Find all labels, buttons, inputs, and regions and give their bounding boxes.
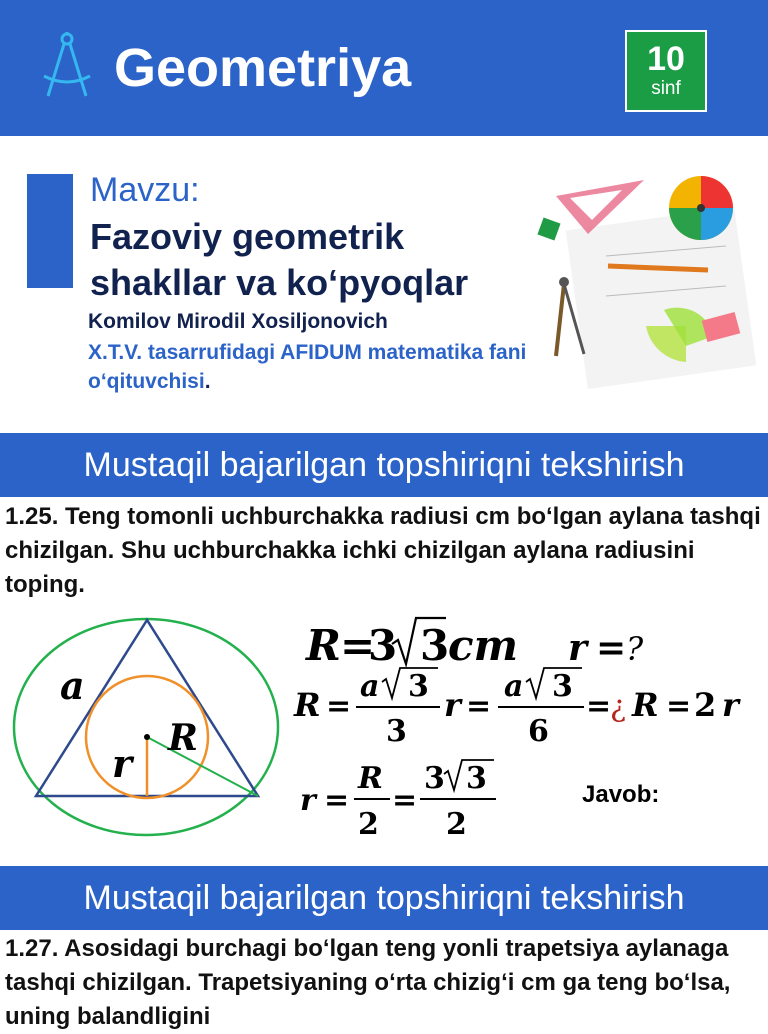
f1-two: 2 xyxy=(694,686,717,724)
f1-num-a: a xyxy=(360,669,380,704)
author-organization xyxy=(88,338,528,396)
f2b-den: 2 xyxy=(446,807,467,842)
given-line xyxy=(305,618,644,670)
f1b-num-rad: 3 xyxy=(552,669,573,704)
topic-title: Fazoviy geometrik shakllar va ko‘pyoqlar xyxy=(90,216,469,303)
geometry-tools-illustration xyxy=(536,176,756,390)
formula-line-1 xyxy=(293,668,741,749)
find-r: r xyxy=(568,627,587,669)
grade-label: sinf xyxy=(651,78,681,99)
find-eq: = xyxy=(596,627,627,669)
author-name: Komilov Mirodil Xosiljonovich xyxy=(88,310,388,333)
formula-line-2 xyxy=(300,760,659,842)
given-coef: 3 xyxy=(368,621,398,670)
f1-num-rad: 3 xyxy=(408,669,429,704)
section-banner-1: Mustaqil bajarilgan topshiriqni tekshirish xyxy=(0,433,768,497)
f1-eq2: = xyxy=(466,689,492,724)
f2-eq: = xyxy=(324,783,350,818)
dice-image xyxy=(537,217,560,240)
f1-den: 3 xyxy=(386,714,407,749)
answer-label: Javob: xyxy=(582,781,660,808)
given-rad: 3 xyxy=(420,621,450,670)
circumradius-segment xyxy=(147,737,258,796)
grade-number: 10 xyxy=(647,40,685,78)
solution-formulas xyxy=(286,606,768,856)
radius-label-R: R xyxy=(168,717,198,759)
side-label-a: a xyxy=(60,663,85,708)
compass-icon xyxy=(40,30,94,102)
topic-accent-bar xyxy=(27,174,73,288)
triangle-circles-figure xyxy=(10,612,282,842)
given-eq: = xyxy=(340,621,376,670)
author-org-period: . xyxy=(204,370,211,393)
f1-eq3: = xyxy=(586,689,612,724)
f1-symbol: ¿ xyxy=(610,689,627,724)
f1-R2: R xyxy=(632,686,659,724)
given-R: R xyxy=(306,621,341,670)
problem-1-text: 1.25. Teng tomonli uchburchakka radiusi cm bo‘lgan aylana tashqi chizilgan. Shu uchburchakka ichki chizilgan aylana radiusini toping. xyxy=(5,503,761,598)
f1-R: R xyxy=(294,686,321,724)
f1b-den: 6 xyxy=(528,714,549,749)
author-org-text: X.T.V. tasarrufidagi AFIDUM matematika fani o‘qituvchisi xyxy=(88,341,527,393)
f2-eq2: = xyxy=(392,783,418,818)
f2b-coef: 3 xyxy=(424,761,445,796)
given-unit: cm xyxy=(448,621,519,670)
app-title: Geometriya xyxy=(114,38,412,98)
radius-label-r: r xyxy=(112,741,133,786)
f2-r: r xyxy=(300,783,316,818)
find-question: ? xyxy=(626,630,644,668)
f2-den: 2 xyxy=(358,807,379,842)
paper-sheet-image xyxy=(566,207,756,389)
grade-badge xyxy=(625,30,707,112)
f1-eq4: = xyxy=(666,689,692,724)
center-point xyxy=(144,734,150,740)
problem-2-text: 1.27. Asosidagi burchagi bo‘lgan teng yonli trapetsiya aylanaga tashqi chizilgan. Trapetsiyaning o‘rta chizig‘i cm ga teng bo‘lsa, uning balandligini xyxy=(5,935,731,1030)
circumscribed-circle xyxy=(14,619,278,835)
compass-tool-image xyxy=(556,284,564,356)
f1-r: r xyxy=(444,686,461,724)
f1-r2: r xyxy=(722,686,739,724)
f2-num: R xyxy=(358,761,383,796)
f2b-rad: 3 xyxy=(466,761,487,796)
f1b-num-a: a xyxy=(504,669,524,704)
section-banner-2: Mustaqil bajarilgan topshiriqni tekshirish xyxy=(0,866,768,930)
f1-eq: = xyxy=(326,689,352,724)
topic-label: Mavzu: xyxy=(90,171,200,209)
